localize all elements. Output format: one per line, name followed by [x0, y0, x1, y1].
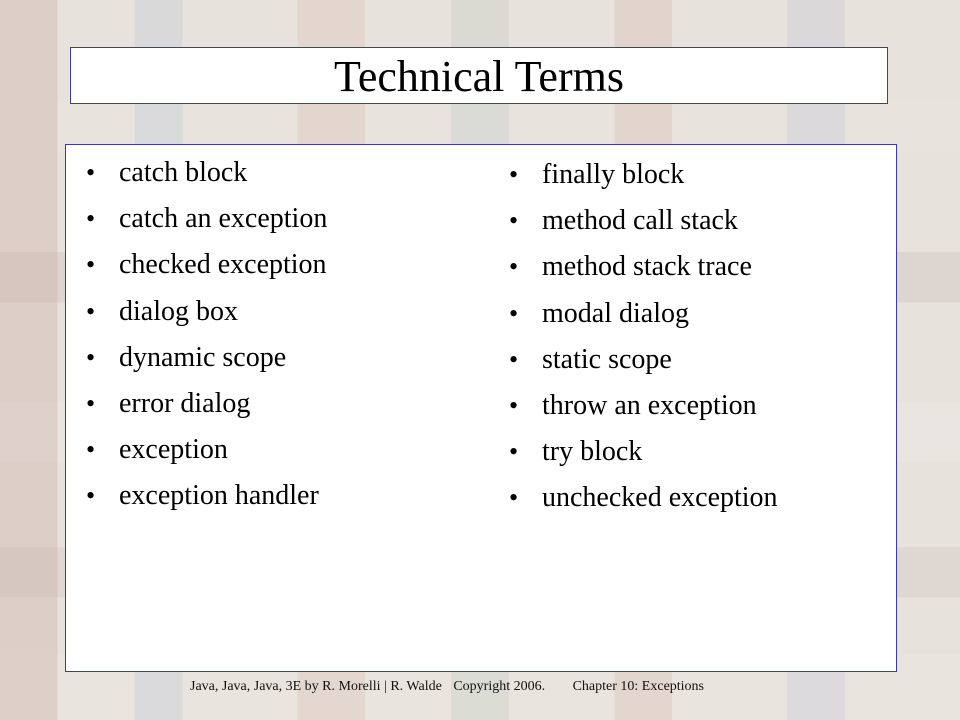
- bullet-icon: •: [86, 296, 96, 326]
- bullet-icon: •: [86, 250, 96, 280]
- list-item: [509, 152, 778, 198]
- list-item: [86, 289, 327, 335]
- bullet-icon: •: [509, 252, 519, 282]
- bullet-icon: •: [509, 160, 519, 190]
- list-item: [86, 242, 327, 288]
- list-item: [86, 473, 327, 519]
- list-item: [509, 291, 778, 337]
- list-item: [509, 475, 778, 521]
- content-panel: [65, 144, 897, 672]
- term-label: method stack trace: [542, 251, 752, 283]
- left-term-list: [86, 150, 327, 520]
- term-label: finally block: [542, 159, 685, 191]
- term-label: exception: [119, 434, 228, 466]
- list-item: [86, 381, 327, 427]
- list-item: [509, 198, 778, 244]
- bullet-icon: •: [509, 206, 519, 236]
- right-term-list: [509, 152, 778, 522]
- term-label: unchecked exception: [542, 482, 778, 514]
- bullet-icon: •: [86, 342, 96, 372]
- bullet-icon: •: [509, 483, 519, 513]
- term-label: static scope: [542, 343, 672, 375]
- bullet-icon: •: [509, 298, 519, 328]
- term-label: catch block: [119, 157, 248, 189]
- term-label: try block: [542, 436, 643, 468]
- term-label: throw an exception: [542, 390, 757, 422]
- bullet-icon: •: [86, 481, 96, 511]
- slide-title: Technical Terms: [334, 51, 624, 101]
- list-item: [509, 429, 778, 475]
- term-label: catch an exception: [119, 203, 328, 235]
- footer-chapter: Chapter 10: Exceptions: [572, 679, 705, 694]
- footer-copyright: Copyright 2006.: [453, 679, 546, 694]
- list-item: [509, 383, 778, 429]
- footer-credit: Java, Java, Java, 3E by R. Morelli | R. Walde: [190, 679, 442, 694]
- bullet-icon: •: [509, 391, 519, 421]
- title-box: [70, 47, 888, 104]
- list-item: [509, 244, 778, 290]
- list-item: [86, 427, 327, 473]
- term-label: checked exception: [119, 249, 327, 281]
- term-label: dialog box: [119, 295, 238, 327]
- bullet-icon: •: [509, 344, 519, 374]
- list-item: [86, 150, 327, 196]
- slide-footer: [190, 679, 704, 695]
- bullet-icon: •: [86, 158, 96, 188]
- term-label: modal dialog: [542, 297, 689, 329]
- bullet-icon: •: [86, 204, 96, 234]
- list-item: [509, 337, 778, 383]
- list-item: [86, 335, 327, 381]
- list-item: [86, 196, 327, 242]
- term-label: exception handler: [119, 480, 319, 512]
- bullet-icon: •: [86, 389, 96, 419]
- bullet-icon: •: [86, 435, 96, 465]
- bullet-icon: •: [509, 437, 519, 467]
- term-label: method call stack: [542, 205, 738, 237]
- term-label: dynamic scope: [119, 341, 287, 373]
- term-label: error dialog: [119, 388, 251, 420]
